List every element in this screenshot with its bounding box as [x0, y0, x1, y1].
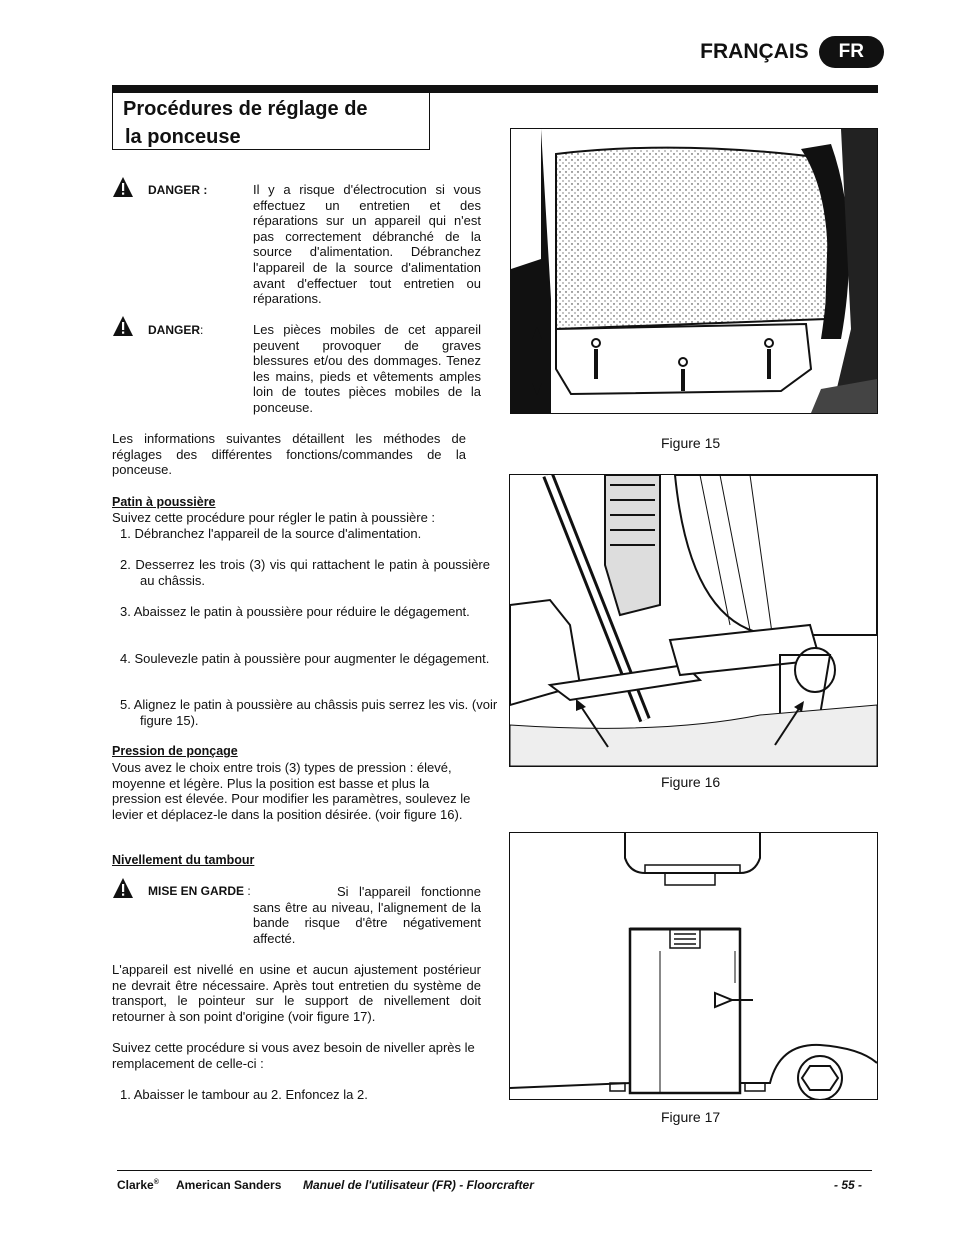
- section-title-line1: Procédures de réglage de: [123, 98, 368, 120]
- warning-icon: [112, 176, 134, 198]
- figure-16-caption: Figure 16: [661, 774, 721, 790]
- language-label: FRANÇAIS: [700, 40, 809, 63]
- danger-text: Il y a risque d'électrocution si vous effectuez un entretien et des réparations sur un appareil qui n'est pas correctement débranché de la source d'alimentation. Débranchez l'appareil de la source d'alimentation avant d'effectuer tout entretien ou réparations.: [253, 182, 481, 307]
- figure-15-caption: Figure 15: [661, 435, 721, 451]
- figure-16-image: [509, 474, 878, 767]
- pressure-text: Vous avez le choix entre trois (3) types de pression : élevé, moyenne et légère. Plus la position est basse et plus la pression est élevée. Pour modifier les paramètres, soulevez le levier et déplacez-le dans la position désirée. (voir figure 16).: [112, 760, 471, 822]
- dust-pad-lead: Suivez cette procédure pour régler le patin à poussière :: [112, 510, 436, 525]
- intro-paragraph: Les informations suivantes détaillent les méthodes de réglages des différentes fonctions/commandes de la ponceuse.: [112, 431, 466, 478]
- section-title-line2: la ponceuse: [125, 126, 241, 148]
- header-rule: [112, 85, 878, 93]
- footer-company: American Sanders: [176, 1178, 282, 1192]
- footer-brand: Clarke®: [117, 1178, 159, 1192]
- dust-pad-step: 1. Débranchez l'appareil de la source d'alimentation.: [120, 526, 422, 541]
- page-number: - 55 -: [834, 1178, 863, 1192]
- pressure-heading: Pression de ponçage: [112, 744, 238, 758]
- caution-label: MISE EN GARDE :: [148, 884, 251, 898]
- danger-label: DANGER :: [148, 183, 208, 197]
- figure-17-image: [509, 832, 878, 1100]
- warning-icon: [112, 315, 134, 337]
- leveling-paragraph-2: Suivez cette procédure si vous avez besoin de niveller après le remplacement de celle-ci :: [112, 1040, 475, 1071]
- danger-label-2: DANGER:: [148, 323, 204, 337]
- dust-pad-step: 2. Desserrez les trois (3) vis qui rattachent le patin à poussière au châssis.: [120, 557, 490, 588]
- leveling-heading: Nivellement du tambour: [112, 853, 255, 867]
- language-code-badge: FR: [819, 36, 884, 68]
- footer-rule: [117, 1170, 872, 1171]
- dust-pad-step: 3. Abaissez le patin à poussière pour réduire le dégagement.: [120, 604, 470, 619]
- warning-icon: [112, 877, 134, 899]
- leveling-paragraph: L'appareil est nivellé en usine et aucun ajustement postérieur ne devrait être nécessaire. Après tout entretien du système de transport, le pointeur sur le support de nivellement doit retourner à son point d'origine (voir figure 17).: [112, 962, 481, 1024]
- section-title: [112, 93, 430, 150]
- figure-15-image: [510, 128, 878, 414]
- caution-text: Si l'appareil fonctionne sans être au niveau, l'alignement de la bande risque d'être négativement affecté.: [253, 884, 481, 946]
- language-header: [700, 36, 884, 68]
- leveling-step: 1. Abaisser le tambour au 2. Enfoncez la 2.: [120, 1087, 368, 1102]
- dust-pad-step: 4. Soulevezle patin à poussière pour augmenter le dégagement.: [120, 651, 490, 666]
- dust-pad-step: 5. Alignez le patin à poussière au châssis puis serrez les vis. (voir figure 15).: [120, 697, 498, 728]
- figure-17-caption: Figure 17: [661, 1109, 721, 1125]
- footer-manual-title: Manuel de l'utilisateur (FR) - Floorcrafter: [303, 1178, 534, 1192]
- danger-text-2: Les pièces mobiles de cet appareil peuvent provoquer de graves blessures et/ou des dommages. Tenez les mains, pieds et vêtements amples loin de toutes pièces mobiles de la ponceuse.: [253, 322, 481, 415]
- dust-pad-heading: Patin à poussière: [112, 495, 216, 509]
